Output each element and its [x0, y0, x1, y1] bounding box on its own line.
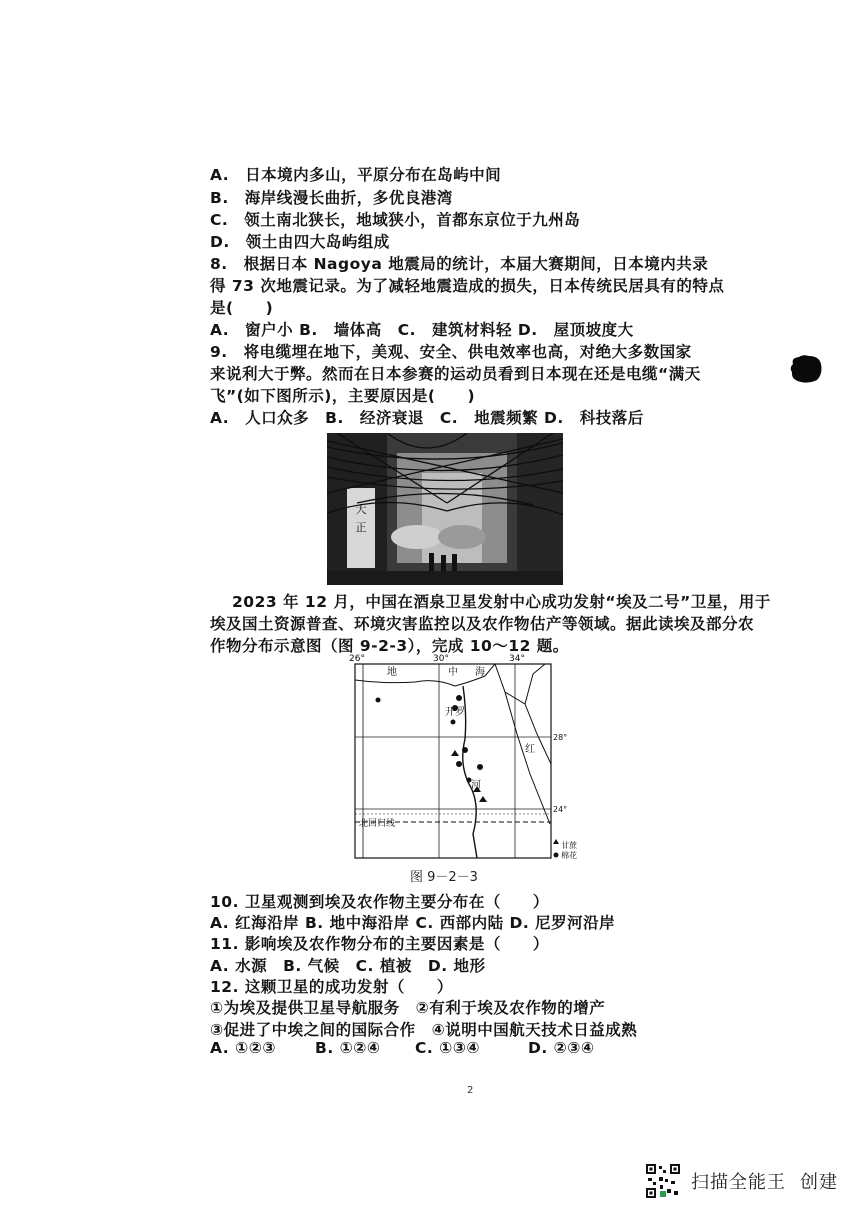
q9-options: A. 人口众多 B. 经济衰退 C. 地震频繁 D. 科技落后 — [210, 409, 644, 427]
map-label-hai: 海 — [475, 667, 485, 678]
map-caption: 图 9－2－3 — [410, 870, 478, 885]
passage-line-2: 埃及国土资源普查、环境灾害监控以及农作物估产等领域。据此读埃及部分农 — [210, 615, 755, 633]
street-cables-photo — [327, 433, 563, 585]
scanner-watermark — [645, 1163, 838, 1199]
q9-stem-line-3: 飞”(如下图所示)，主要原因是( ) — [210, 387, 476, 405]
map-label-zhong: 中 — [448, 667, 458, 678]
q8-stem-line-2: 得 73 次地震记录。为了减轻地震造成的损失，日本传统民居具有的特点 — [210, 277, 725, 295]
legend-cotton-icon — [554, 853, 559, 858]
legend-cotton-label: 棉花 — [561, 851, 577, 860]
q8-stem-line-1: 8. 根据日本 Nagoya 地震局的统计，本届大赛期间，日本境内共录 — [210, 255, 709, 273]
q10-options: A. 红海沿岸 B. 地中海沿岸 C. 西部内陆 D. 尼罗河沿岸 — [210, 914, 616, 932]
svg-text:正: 正 — [355, 521, 367, 534]
map-label-red: 红 — [525, 744, 535, 755]
q11-options: A. 水源 B. 气候 C. 植被 D. 地形 — [210, 957, 486, 975]
svg-text:大: 大 — [355, 503, 367, 516]
q12-statement-line-2: ③促进了中埃之间的国际合作 ④说明中国航天技术日益成熟 — [210, 1021, 638, 1039]
lat-label-28: 28° — [553, 733, 568, 742]
lat-label-24: 24° — [553, 805, 568, 814]
q7-option-a: A. 日本境内多山，平原分布在岛屿中间 — [210, 166, 502, 184]
lon-label-30: 30° — [433, 654, 449, 664]
watermark-action: 创建 — [800, 1172, 838, 1193]
lon-label-34: 34° — [509, 654, 525, 664]
q7-option-c: C. 领土南北狭长，地域狭小，首都东京位于九州岛 — [210, 211, 581, 229]
map-label-di: 地 — [387, 667, 397, 678]
q8-stem-line-3: 是( ) — [210, 299, 274, 317]
passage-line-1: 2023 年 12 月，中国在酒泉卫星发射中心成功发射“埃及二号”卫星，用于 — [232, 593, 771, 611]
page-number: 2 — [467, 1085, 474, 1096]
q12-stem: 12. 这颗卫星的成功发射（ ） — [210, 978, 453, 996]
q12-option-d: D. ②③④ — [528, 1039, 595, 1057]
q11-stem: 11. 影响埃及农作物分布的主要因素是（ ） — [210, 935, 549, 953]
egypt-crop-map — [349, 654, 577, 860]
map-label-tropic: 北回归线 — [359, 819, 396, 829]
ink-blot-mark — [789, 354, 823, 388]
q8-options: A. 窗户小 B. 墙体高 C. 建筑材料轻 D. 屋顶坡度大 — [210, 321, 634, 339]
q9-stem-line-1: 9. 将电缆埋在地下，美观、安全、供电效率也高，对绝大多数国家 — [210, 343, 692, 361]
q12-statement-line-1: ①为埃及提供卫星导航服务 ②有利于埃及农作物的增产 — [210, 999, 606, 1017]
watermark-app-name: 扫描全能王 — [691, 1172, 786, 1193]
q7-option-d: D. 领土由四大岛屿组成 — [210, 233, 390, 251]
map-label-cairo: 开罗 — [445, 707, 465, 718]
q12-option-c: C. ①③④ — [415, 1039, 481, 1057]
map-label-river: 河 — [471, 780, 481, 791]
qr-code-icon — [645, 1163, 681, 1199]
lon-label-26: 26° — [349, 654, 365, 664]
q7-option-b: B. 海岸线漫长曲折，多优良港湾 — [210, 189, 453, 207]
legend-sugarcane-label: 甘蔗 — [561, 841, 577, 850]
q12-option-b: B. ①②④ — [315, 1039, 381, 1057]
passage-line-3: 作物分布示意图（图 9-2-3），完成 10～12 题。 — [210, 637, 569, 655]
q12-option-a: A. ①②③ — [210, 1039, 276, 1057]
q9-stem-line-2: 来说利大于弊。然而在日本参赛的运动员看到日本现在还是电缆“满天 — [210, 365, 701, 383]
q10-stem: 10. 卫星观测到埃及农作物主要分布在（ ） — [210, 893, 549, 911]
legend-sugarcane-icon — [553, 839, 559, 844]
